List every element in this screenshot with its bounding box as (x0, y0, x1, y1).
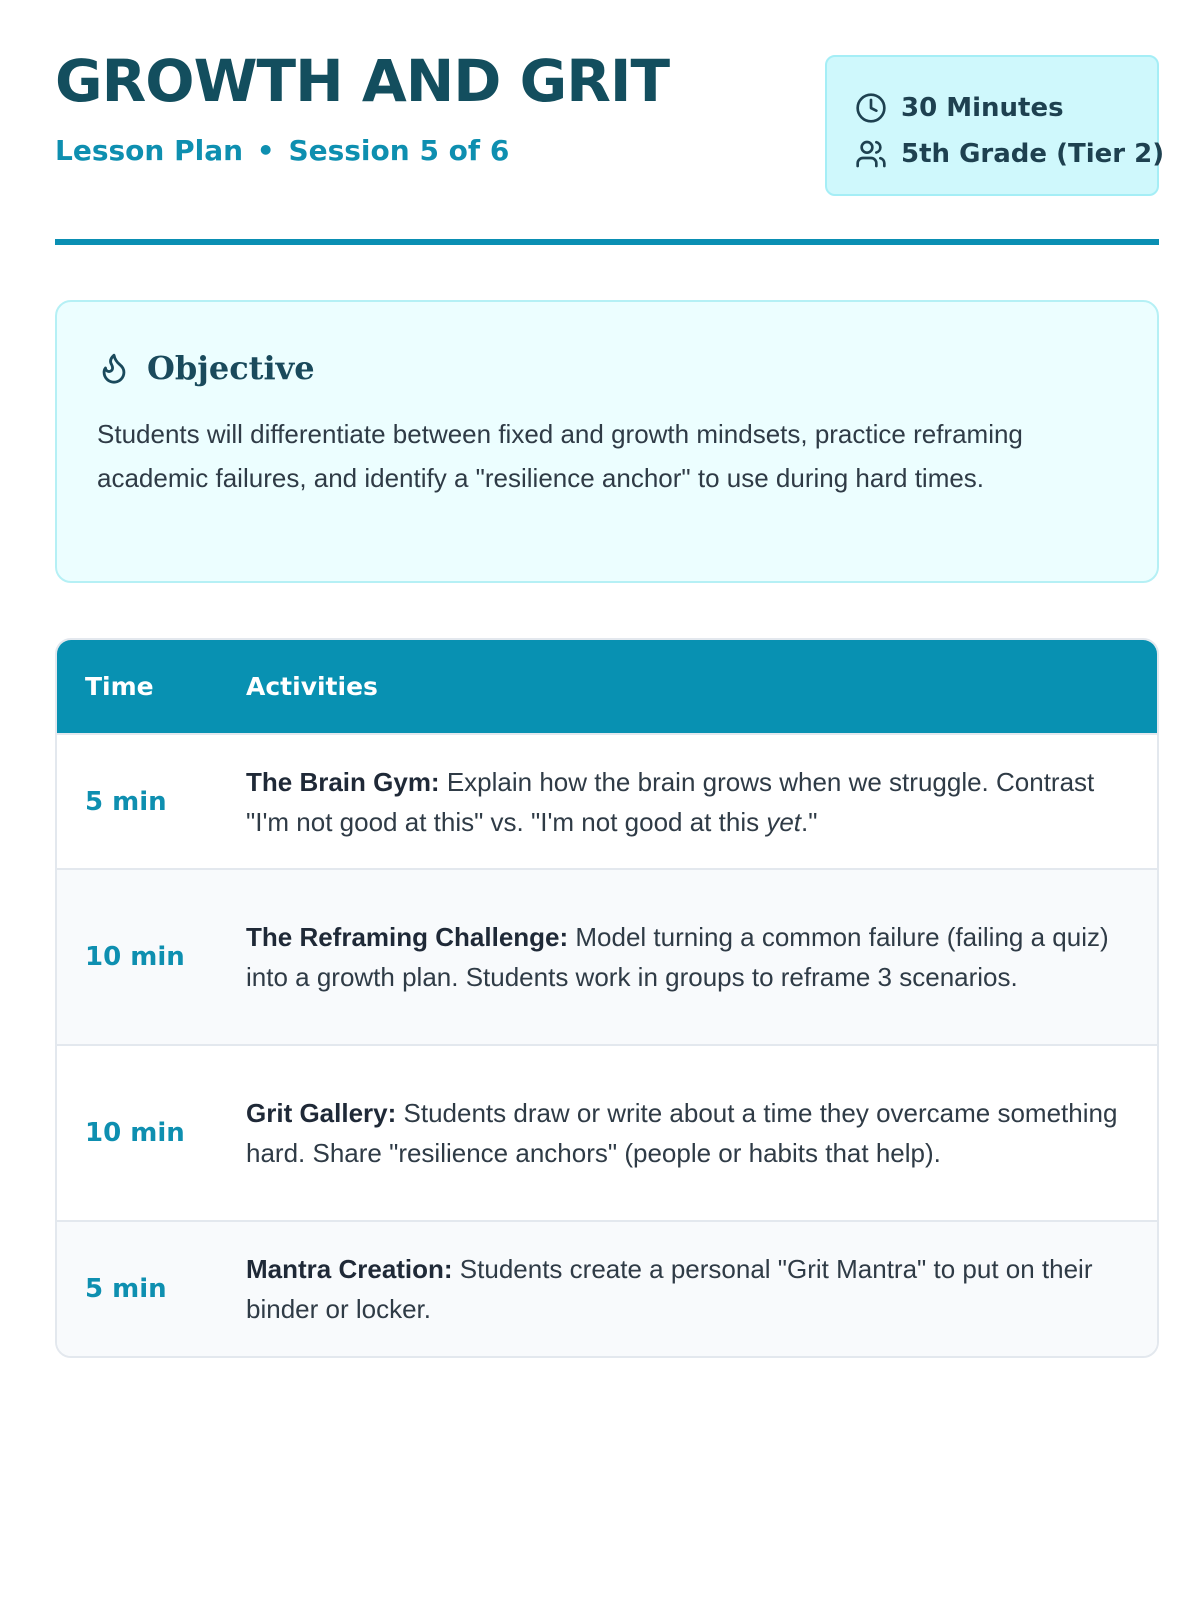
table-body (57, 734, 1157, 1356)
activity-time: 5 min (57, 734, 246, 869)
header-divider (55, 239, 1159, 245)
activity-text: Model turning a common failure (failing a quiz) into a growth plan. Students work in groups to reframe 3 scenarios. (246, 922, 1109, 992)
activities-column-header: Activities (246, 672, 378, 701)
table-row (57, 1045, 1157, 1221)
activity-title: The Brain Gym: (246, 766, 440, 797)
lesson-plan-page (55, 0, 1165, 1324)
table-header (57, 640, 1157, 734)
lesson-type: Lesson Plan (55, 134, 244, 167)
activity-emphasis: yet (766, 806, 802, 837)
activity-text-end: ." (801, 806, 818, 837)
audience-label: 5th Grade (Tier 2) (901, 139, 1165, 169)
clock-icon (855, 92, 887, 124)
activity-time: 10 min (57, 869, 246, 1045)
time-column-header: Time (85, 672, 154, 701)
audience-row (855, 131, 1165, 177)
flame-icon (97, 350, 131, 386)
objective-heading: Objective (147, 349, 315, 387)
lesson-meta-box (825, 55, 1165, 196)
table-header-row (57, 640, 1157, 734)
objective-header (97, 346, 1117, 390)
header (55, 0, 1165, 246)
objective-text: Students will differentiate between fixed and growth mindsets, practice reframing academic failures, and identify a "resilience anchor" to use during hard times. (97, 419, 1023, 493)
activity-description (246, 734, 1157, 869)
table-row (57, 734, 1157, 869)
activity-text: Explain how the brain grows when we struggle. Contrast "I'm not good at this" vs. "I'm not good at this (246, 766, 1095, 837)
subtitle (55, 134, 509, 167)
activities-table (55, 638, 1159, 1358)
duration-row (855, 85, 1157, 131)
activity-time: 10 min (57, 1045, 246, 1221)
table-row (57, 1221, 1157, 1356)
users-icon (855, 138, 887, 170)
duration-label: 30 Minutes (901, 93, 1064, 123)
subtitle-separator: • (256, 134, 275, 167)
activity-description (246, 1045, 1157, 1221)
activity-title: Grit Gallery: (246, 1098, 397, 1128)
activity-description (246, 1221, 1157, 1356)
table-row (57, 869, 1157, 1045)
activity-title: The Reframing Challenge: (246, 922, 569, 952)
activity-text: Students create a personal "Grit Mantra" to put on their binder or locker. (246, 1254, 1093, 1324)
activity-description (246, 869, 1157, 1045)
page-title: GROWTH AND GRIT (55, 47, 670, 115)
session-label: Session 5 of 6 (288, 134, 510, 167)
activities-grid (57, 640, 1157, 1356)
objective-card (55, 300, 1159, 583)
activity-time: 5 min (57, 1221, 246, 1356)
activity-text: Students draw or write about a time they overcame something hard. Share "resilience anchors" (people or habits that help). (246, 1098, 1118, 1168)
activity-title: Mantra Creation: (246, 1254, 453, 1284)
